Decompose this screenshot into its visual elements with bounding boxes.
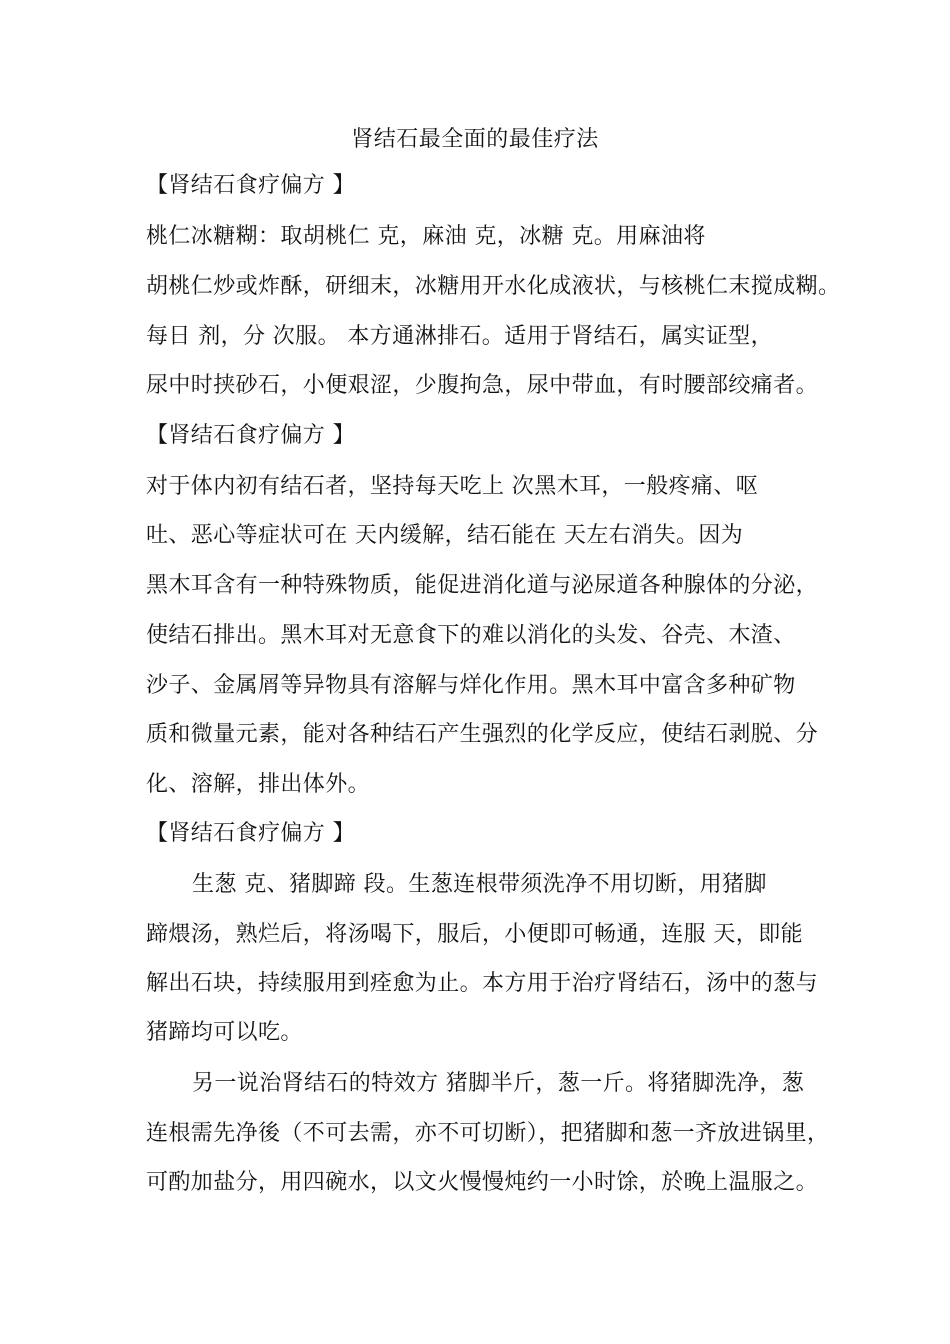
paragraph-line: 连根需先净後（不可去需，亦不可切断），把猪脚和葱一齐放进锅里，: [146, 1121, 830, 1146]
paragraph-line: 桃仁冰糖糊：取胡桃仁 克，麻油 克，冰糖 克。用麻油将: [146, 224, 706, 249]
paragraph-line: 使结石排出。黑木耳对无意食下的难以消化的头发、谷壳、木渣、: [146, 623, 796, 648]
paragraph-line: 另一说治肾结石的特效方 猪脚半斤，葱一斤。将猪脚洗净，葱: [192, 1071, 805, 1096]
paragraph-line: 可酌加盐分，用四碗水，以文火慢慢炖约一小时馀，於晚上温服之。: [146, 1170, 819, 1195]
section-heading: 【肾结石食疗偏方 】: [146, 423, 355, 448]
paragraph-line: 解出石块，持续服用到痊愈为止。本方用于治疗肾结石，汤中的葱与: [146, 971, 819, 996]
paragraph-line: 胡桃仁炒或炸酥，研细末，冰糖用开水化成液状，与核桃仁末搅成糊。: [146, 274, 841, 299]
document-title: 肾结石最全面的最佳疗法: [351, 127, 599, 152]
paragraph-line: 黑木耳含有一种特殊物质，能促进消化道与泌尿道各种腺体的分泌，: [146, 573, 819, 598]
paragraph-line: 化、溶解，排出体外。: [146, 772, 371, 797]
paragraph-line: 质和微量元素，能对各种结石产生强烈的化学反应，使结石剥脱、分: [146, 722, 819, 747]
paragraph-line: 生葱 克、猪脚蹄 段。生葱连根带须洗净不用切断，用猪脚: [192, 872, 767, 897]
section-heading: 【肾结石食疗偏方 】: [146, 821, 355, 846]
paragraph-line: 尿中时挟砂石，小便艰涩，少腹拘急，尿中带血，有时腰部绞痛者。: [146, 373, 819, 398]
paragraph-line: 对于体内初有结石者，坚持每天吃上 次黑木耳，一般疼痛、呕: [146, 474, 759, 499]
paragraph-line: 每日 剂，分 次服。 本方通淋排石。适用于肾结石，属实证型，: [146, 324, 773, 349]
paragraph-line: 蹄煨汤，熟烂后，将汤喝下，服后，小便即可畅通，连服 天，即能: [146, 922, 803, 947]
paragraph-line: 吐、恶心等症状可在 天内缓解，结石能在 天左右消失。因为: [146, 523, 744, 548]
paragraph-line: 沙子、金属屑等异物具有溶解与烊化作用。黑木耳中富含多种矿物: [146, 673, 796, 698]
section-heading: 【肾结石食疗偏方 】: [146, 173, 355, 198]
paragraph-line: 猪蹄均可以吃。: [146, 1020, 303, 1045]
